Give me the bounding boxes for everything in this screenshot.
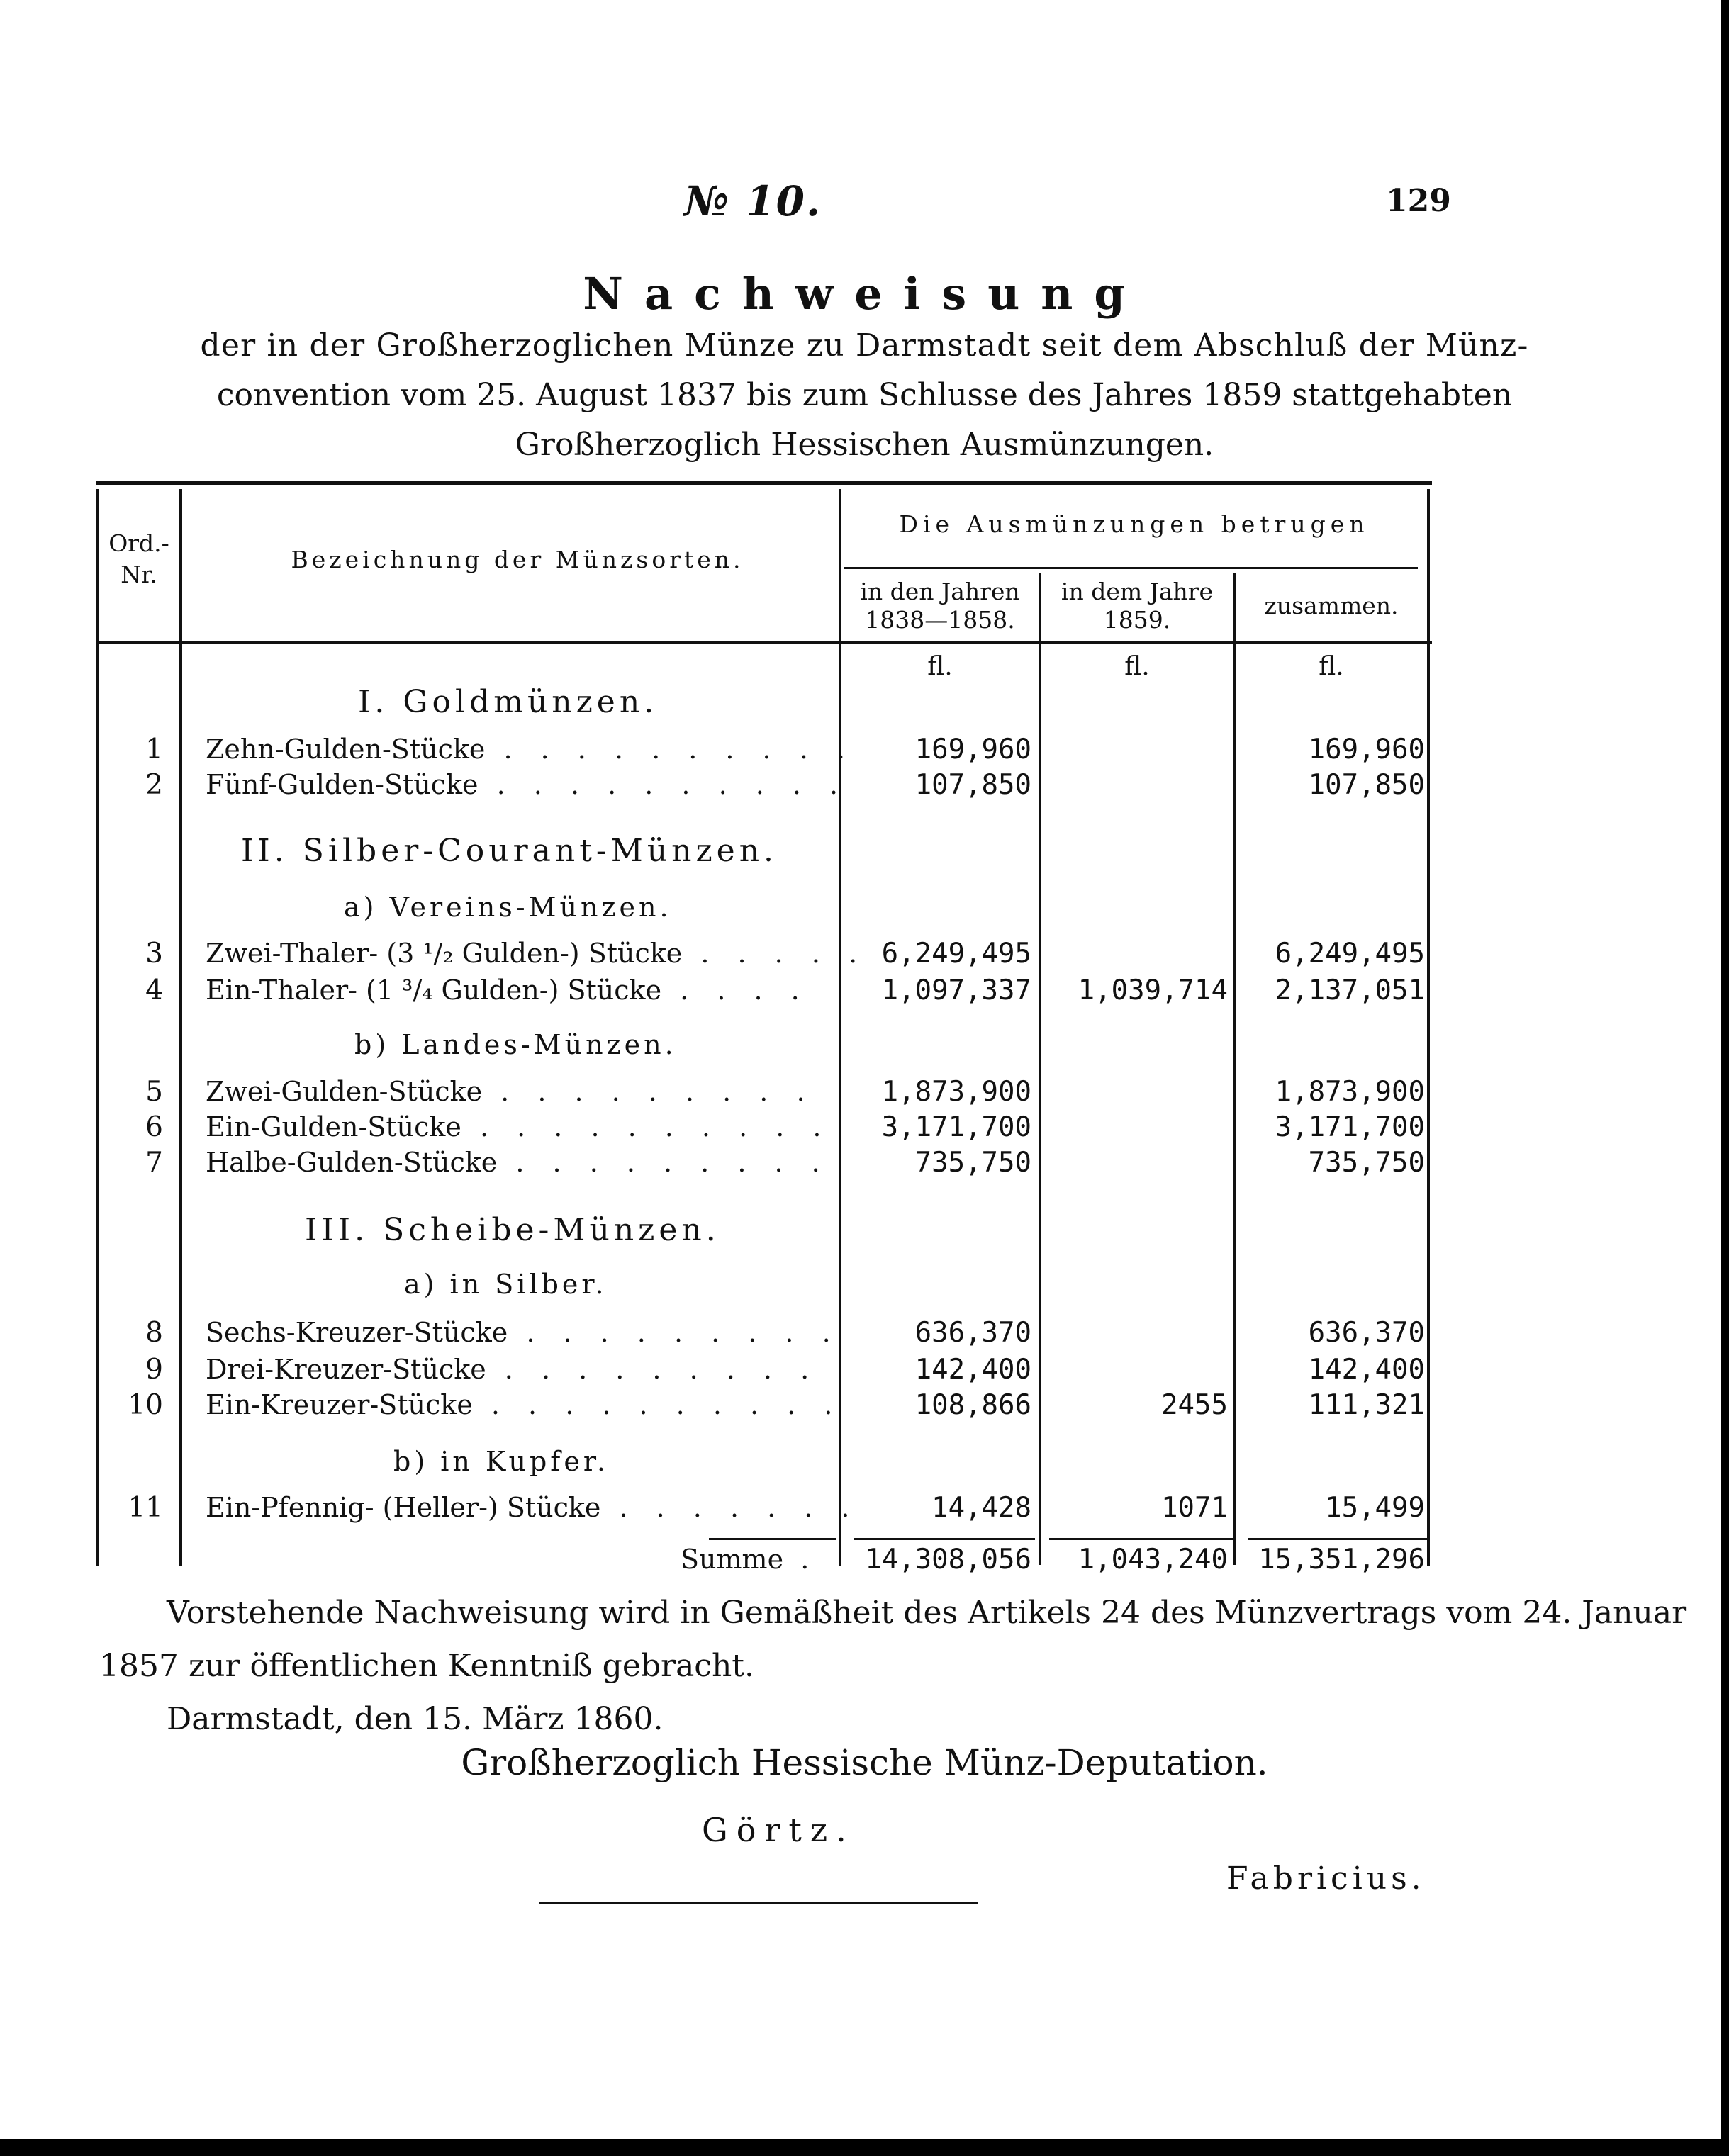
row-5-nr: 5 bbox=[145, 1076, 163, 1108]
sum-rule-col3 bbox=[1248, 1538, 1428, 1540]
subsection-vereins: a) Vereins-Münzen. bbox=[344, 892, 672, 923]
row-5-name: Zwei-Gulden-Stücke . . . . . . . . . bbox=[206, 1076, 815, 1107]
row-5-col1: 1,873,900 bbox=[881, 1076, 1031, 1108]
row-2-name: Fünf-Gulden-Stücke . . . . . . . . . . bbox=[206, 769, 849, 800]
subsection-landes: b) Landes-Münzen. bbox=[354, 1029, 677, 1060]
page-number: 129 bbox=[1386, 183, 1451, 219]
row-6-col1: 3,171,700 bbox=[881, 1111, 1031, 1143]
unit-col1: fl. bbox=[927, 652, 953, 681]
col1-rule bbox=[1039, 573, 1041, 1565]
row-7-col1: 735,750 bbox=[914, 1147, 1031, 1179]
sum-col1: 14,308,056 bbox=[865, 1544, 1031, 1576]
row-6-name: Ein-Gulden-Stücke . . . . . . . . . . bbox=[206, 1111, 832, 1142]
row-8-col1: 636,370 bbox=[914, 1317, 1031, 1349]
document-number: № 10. bbox=[684, 177, 822, 225]
row-8-nr: 8 bbox=[145, 1317, 163, 1349]
row-2-col1: 107,850 bbox=[914, 769, 1031, 801]
table-left-rule bbox=[96, 489, 99, 1566]
row-9-nr: 9 bbox=[145, 1354, 163, 1386]
row-6-total: 3,171,700 bbox=[1275, 1111, 1425, 1143]
row-3-nr: 3 bbox=[145, 938, 163, 970]
row-4-col2: 1,039,714 bbox=[1078, 975, 1228, 1006]
signature-goertz: Görtz. bbox=[702, 1811, 855, 1849]
row-9-name: Drei-Kreuzer-Stücke . . . . . . . . . bbox=[206, 1354, 819, 1385]
unit-col3: fl. bbox=[1319, 652, 1344, 681]
title-line-3: Großherzoglich Hessischen Ausmünzungen. bbox=[515, 427, 1214, 463]
subsection-silber: a) in Silber. bbox=[404, 1269, 608, 1300]
row-1-col1: 169,960 bbox=[914, 734, 1031, 765]
row-7-name: Halbe-Gulden-Stücke . . . . . . . . . bbox=[206, 1147, 830, 1178]
header-description: Bezeichnung der Münzsorten. bbox=[291, 546, 744, 573]
scan-border-bottom bbox=[0, 2139, 1729, 2156]
unit-col2: fl. bbox=[1124, 652, 1150, 681]
header-col-1859: in dem Jahre 1859. bbox=[1061, 578, 1214, 634]
row-11-col2: 1071 bbox=[1161, 1492, 1228, 1524]
row-4-col1: 1,097,337 bbox=[881, 975, 1031, 1006]
closing-rule bbox=[539, 1902, 978, 1904]
footer-paragraph-line-1: Vorstehende Nachweisung wird in Gemäßheit des Artikels 24 des Münzvertrags vom 24. Januar bbox=[167, 1595, 1687, 1631]
title-line-1: der in der Großherzoglichen Münze zu Darmstadt seit dem Abschluß der Münz- bbox=[200, 327, 1529, 364]
row-9-total: 142,400 bbox=[1308, 1354, 1425, 1386]
sum-rule-col2 bbox=[1049, 1538, 1233, 1540]
row-1-nr: 1 bbox=[145, 734, 163, 765]
group-header-rule bbox=[844, 567, 1418, 569]
issuing-authority: Großherzoglich Hessische Münz-Deputation. bbox=[461, 1742, 1268, 1783]
row-10-nr: 10 bbox=[128, 1389, 163, 1421]
row-8-name: Sechs-Kreuzer-Stücke . . . . . . . . . bbox=[206, 1317, 841, 1348]
section-scheide: III. Scheibe-Münzen. bbox=[305, 1212, 720, 1248]
signature-fabricius: Fabricius. bbox=[1226, 1860, 1426, 1897]
row-11-nr: 11 bbox=[128, 1492, 163, 1524]
row-1-total: 169,960 bbox=[1308, 734, 1425, 765]
row-7-total: 735,750 bbox=[1308, 1147, 1425, 1179]
row-10-name: Ein-Kreuzer-Stücke . . . . . . . . . . bbox=[206, 1389, 843, 1420]
table-header-rule bbox=[96, 641, 1432, 644]
table-right-rule bbox=[1427, 489, 1430, 1566]
row-10-col2: 2455 bbox=[1161, 1389, 1228, 1421]
row-3-col1: 6,249,495 bbox=[881, 938, 1031, 970]
row-7-nr: 7 bbox=[145, 1147, 163, 1179]
row-10-col1: 108,866 bbox=[914, 1389, 1031, 1421]
row-3-name: Zwei-Thaler- (3 ¹/₂ Gulden-) Stücke . . . . . bbox=[206, 938, 868, 969]
subsection-kupfer: b) in Kupfer. bbox=[393, 1446, 609, 1477]
sum-rule-col1 bbox=[854, 1538, 1035, 1540]
footer-paragraph-line-2: 1857 zur öffentlichen Kenntniß gebracht. bbox=[99, 1648, 754, 1684]
row-11-col1: 14,428 bbox=[931, 1492, 1031, 1524]
row-3-total: 6,249,495 bbox=[1275, 938, 1425, 970]
row-9-col1: 142,400 bbox=[914, 1354, 1031, 1386]
row-5-total: 1,873,900 bbox=[1275, 1076, 1425, 1108]
row-11-total: 15,499 bbox=[1325, 1492, 1425, 1524]
scan-border-right bbox=[1721, 0, 1729, 2156]
header-col-total: zusammen. bbox=[1264, 592, 1399, 619]
row-11-name: Ein-Pfennig- (Heller-) Stücke . . . . . . . bbox=[206, 1492, 860, 1523]
row-4-nr: 4 bbox=[145, 975, 163, 1006]
header-group: Die Ausmünzungen betrugen bbox=[899, 510, 1370, 538]
sum-col2: 1,043,240 bbox=[1078, 1544, 1228, 1576]
place-and-date: Darmstadt, den 15. März 1860. bbox=[167, 1701, 664, 1737]
row-2-total: 107,850 bbox=[1308, 769, 1425, 801]
row-4-name: Ein-Thaler- (1 ³/₄ Gulden-) Stücke . . . . bbox=[206, 975, 810, 1006]
section-silver-courant: II. Silber-Courant-Münzen. bbox=[241, 833, 778, 869]
ord-column-rule bbox=[179, 489, 182, 1566]
sum-label: Summe . bbox=[681, 1544, 810, 1575]
col2-rule bbox=[1233, 573, 1236, 1565]
table-top-rule bbox=[96, 481, 1432, 485]
row-6-nr: 6 bbox=[145, 1111, 163, 1143]
header-col-1838-1858: in den Jahren 1838—1858. bbox=[860, 578, 1020, 634]
document-title: Nachweisung bbox=[583, 268, 1146, 320]
row-1-name: Zehn-Gulden-Stücke . . . . . . . . . . bbox=[206, 734, 855, 765]
section-gold: I. Goldmünzen. bbox=[358, 684, 659, 720]
sum-rule-desc bbox=[709, 1538, 836, 1540]
row-10-total: 111,321 bbox=[1308, 1389, 1425, 1421]
header-ord-nr: Ord.- Nr. bbox=[108, 529, 169, 588]
row-4-total: 2,137,051 bbox=[1275, 975, 1425, 1006]
sum-total: 15,351,296 bbox=[1258, 1544, 1425, 1576]
row-8-total: 636,370 bbox=[1308, 1317, 1425, 1349]
title-line-2: convention vom 25. August 1837 bis zum Schlusse des Jahres 1859 stattgehabten bbox=[216, 377, 1513, 413]
row-2-nr: 2 bbox=[145, 769, 163, 801]
